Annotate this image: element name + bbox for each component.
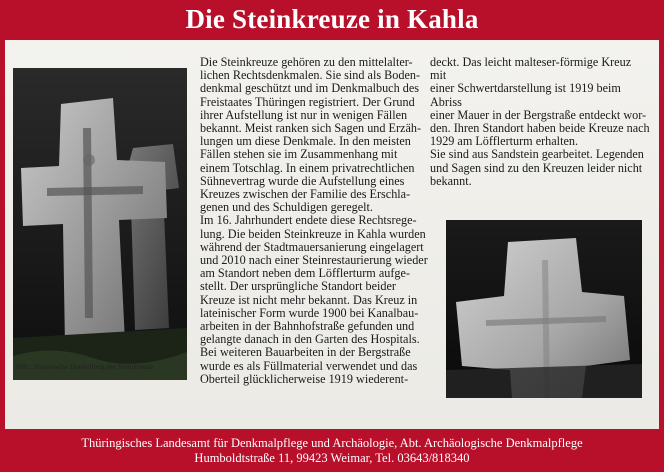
- content-panel: [5, 40, 659, 429]
- photo-caption: Abb.: Historische Darstellung der Steinkreuze: [15, 362, 154, 371]
- body-text-1: Die Steinkreuze gehören zu den mittelalter- lichen Rechtsdenkmalen. Sie sind als Boden- denkmal geschützt und im Denkmalbuch des Freistaates Thüringen registriert. Der Grund ihrer Aufstellung ist nur in wenigen Fällen bekannt. Meist ranken sich Sagen und Erzäh- lungen um diese Denkmale. In den meisten Fällen stehen sie im Zusammenhang mit einem Totschlag. In einem privatrechtlichen Sühnevertrag wurde die Aufstellung eines Kreuzes zwischen der Familie des Erschla- genen und des Schuldigen geregelt. Im 16. Jahrhundert endete diese Rechtsrege- lung. Die beiden Steinkreuze in Kahla wurden während der Stadtmauersanierung eingelagert und 2010 nach einer Steinrestaurierung wieder am Standort neben dem Löfflerturm aufge- stellt. Der ursprüngliche Standort beider Kreuze ist nicht mehr bekannt. Das Kreuz in lateinischer Form wurde 1900 bei Kanalbau- arbeiten in der Bahnhofstraße gefunden und gelangte danach in den Garten des Hospitals. Bei weiteren Bauarbeiten in der Bergstraße wurde es als Füllmaterial verwendet und das Oberteil glücklicherweise 1919 wiederent-: [200, 55, 428, 386]
- body-text-2: deckt. Das leicht malteser-förmige Kreuz mit einer Schwertdarstellung ist 1919 beim Abriss einer Mauer in der Bergstraße entdeckt wor- den. Ihren Standort haben beide Kreuze nach 1929 am Löfflerturm erhalten. Sie sind aus Sandstein gearbeitet. Legenden und Sagen sind zu den Kreuzen leider nicht bekannt.: [430, 55, 650, 188]
- text-column-2: [430, 56, 650, 188]
- historic-cross-photo: [13, 68, 187, 380]
- text-column-1: [200, 56, 436, 386]
- sign-title: Die Steinkreuze in Kahla: [185, 4, 479, 34]
- cross-fragment-photo: [446, 220, 642, 398]
- footer-address: Humboldtstraße 11, 99423 Weimar, Tel. 03643/818340: [194, 451, 470, 465]
- cross-fragment-image: [446, 220, 642, 398]
- footer-institution: Thüringisches Landesamt für Denkmalpflege und Archäologie, Abt. Archäologische Denkmalpflege: [81, 436, 583, 450]
- sign-footer: [0, 436, 664, 466]
- historic-cross-image: [13, 68, 187, 380]
